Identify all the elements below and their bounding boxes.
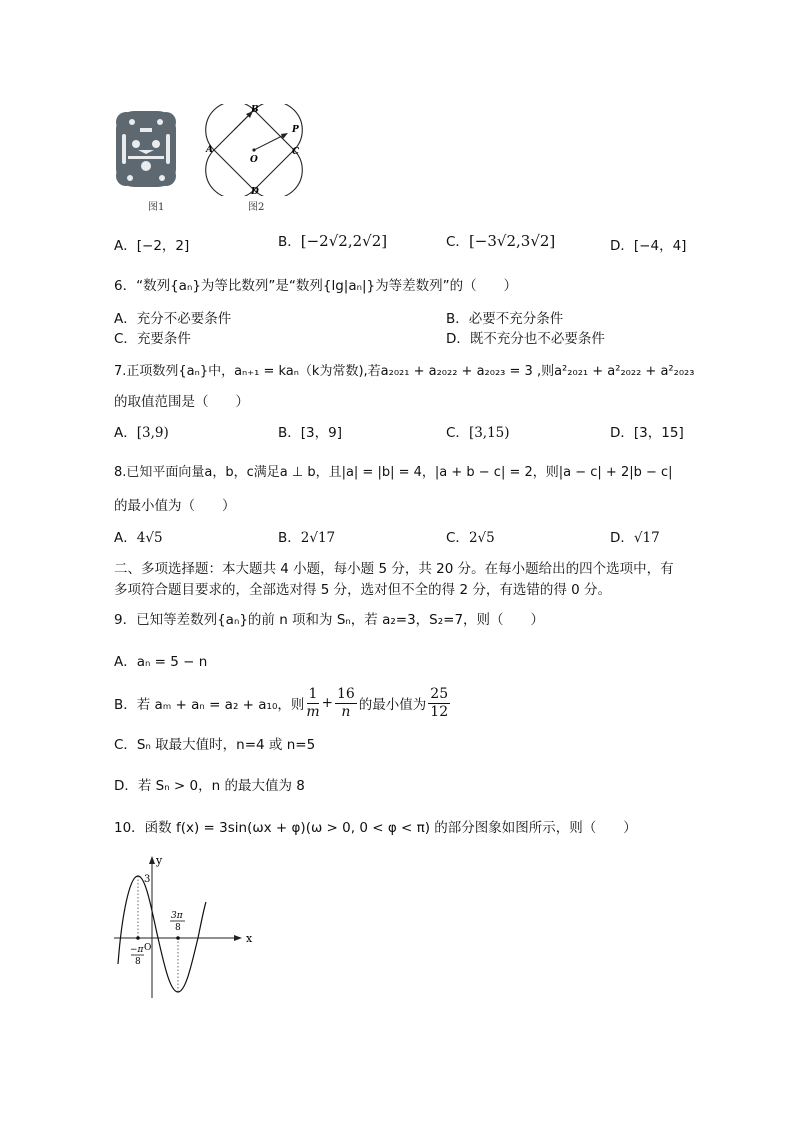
section-2-line1: 二、多项选择题：本大题共 4 小题，每小题 5 分，共 20 分。在每小题给出的四个选项中，有 <box>114 561 674 577</box>
paper-cut-image <box>114 108 178 190</box>
q5-option-b-text: [−2√2,2√2] <box>300 232 388 250</box>
q9-option-c: C．Sₙ 取最大值时，n=4 或 n=5 <box>114 737 316 753</box>
label-p: P <box>292 125 299 135</box>
q7-stem-line1: 7.正项数列{aₙ}中，aₙ₊₁ = kaₙ（k为常数),若a₂₀₂₁ + a₂₀₂₂ + a₂₀₂₃ = 3 ,则a²₂₀₂₁ + a²₂₀₂₂ + a²₂₀₂₃ <box>114 364 695 379</box>
neg-tick-denominator: 8 <box>135 957 141 967</box>
q6-option-d: D．既不充分也不必要条件 <box>446 331 605 347</box>
q7-stem-line2: 的取值范围是（ ） <box>114 394 249 410</box>
q6-stem: 6．“数列{aₙ}为等比数列”是“数列{lg|aₙ|}为等差数列”的（ ） <box>114 278 518 294</box>
q6-option-c: C．充要条件 <box>114 331 191 347</box>
q5-option-a-text: [−2，2] <box>136 238 190 254</box>
q6-option-a: A．充分不必要条件 <box>114 311 232 327</box>
label-c: C <box>292 147 300 157</box>
sine-curve <box>118 876 206 992</box>
figure-1 <box>114 108 178 190</box>
q5-option-c-text: [−3√2,3√2] <box>468 232 556 250</box>
figure-2 <box>204 104 308 196</box>
x-axis-label: x <box>246 932 253 945</box>
label-d: D <box>251 187 259 196</box>
sine-graph-svg <box>108 852 258 1002</box>
q9-option-a: A．aₙ = 5 − n <box>114 654 208 670</box>
pos-tick-denominator: 8 <box>175 923 181 933</box>
figure-2-caption: 图2 <box>248 202 265 213</box>
q5-option-d-text: [−4，4] <box>633 238 687 254</box>
neg-tick-numerator: −π <box>130 945 144 955</box>
fraction-1-over-m: 1 m <box>306 685 320 720</box>
q5-option-b: B．[−2√2,2√2] <box>278 232 388 250</box>
neg-tick-point <box>136 936 140 940</box>
q5-option-a: A．[−2，2] <box>114 238 190 254</box>
q8-stem-line2: 的最小值为（ ） <box>114 498 236 514</box>
four-arc-diagram <box>204 104 308 196</box>
label-b: B <box>251 105 259 115</box>
pos-tick-numerator: 3π <box>171 911 183 921</box>
q7-option-d: D．[3，15] <box>610 425 684 441</box>
section-2-line2: 多项符合题目要求的，全部选对得 5 分，选对但不全的得 2 分，有选错的得 0 分。 <box>114 582 612 598</box>
q8-option-b: B．2√17 <box>278 530 336 546</box>
q5-option-d: D．[−4，4] <box>610 238 687 254</box>
origin-label: O <box>144 943 152 953</box>
label-o: O <box>250 155 258 165</box>
fraction-25-over-12: 25 12 <box>430 685 449 720</box>
q5-option-c: C．[−3√2,3√2] <box>446 232 556 250</box>
sine-graph <box>108 852 258 1002</box>
q6-option-b: B．必要不充分条件 <box>446 311 564 327</box>
figure-1-caption: 图1 <box>148 202 165 213</box>
q7-option-a: A．[3,9) <box>114 425 169 441</box>
max-label: 3 <box>144 874 151 885</box>
q8-stem-line1: 8.已知平面向量a，b，c满足a ⊥ b，且|a| = |b| = 4，|a + b − c| = 2，则|a − c| + 2|b − c| <box>114 465 673 480</box>
y-axis-arrow <box>149 856 155 864</box>
q8-option-d: D．√17 <box>610 530 660 546</box>
q9-stem: 9．已知等差数列{aₙ}的前 n 项和为 Sₙ，若 a₂=3，S₂=7，则（ ） <box>114 612 545 628</box>
q7-option-b: B．[3，9] <box>278 425 342 441</box>
q8-option-c: C．2√5 <box>446 530 495 546</box>
q10-stem: 10．函数 f(x) = 3sin(ωx + φ)(ω > 0, 0 < φ < π) 的部分图象如图所示，则（ ） <box>114 820 637 836</box>
y-axis-label: y <box>156 854 163 867</box>
label-a: A <box>206 145 213 155</box>
q9-option-b: B．若 aₘ + aₙ = a₂ + a₁₀，则 1 m + $\frac{16}{n}$ 的最小值为 25 12 <box>114 685 449 720</box>
pos-tick-point <box>176 936 180 940</box>
fraction-16-over-n: $\frac{16}{n}$ <box>336 685 355 720</box>
q9-option-d: D．若 Sₙ > 0，n 的最大值为 8 <box>114 778 305 794</box>
q7-option-c: C．[3,15) <box>446 425 510 441</box>
q8-option-a: A．4√5 <box>114 530 163 546</box>
x-axis-arrow <box>234 935 242 941</box>
